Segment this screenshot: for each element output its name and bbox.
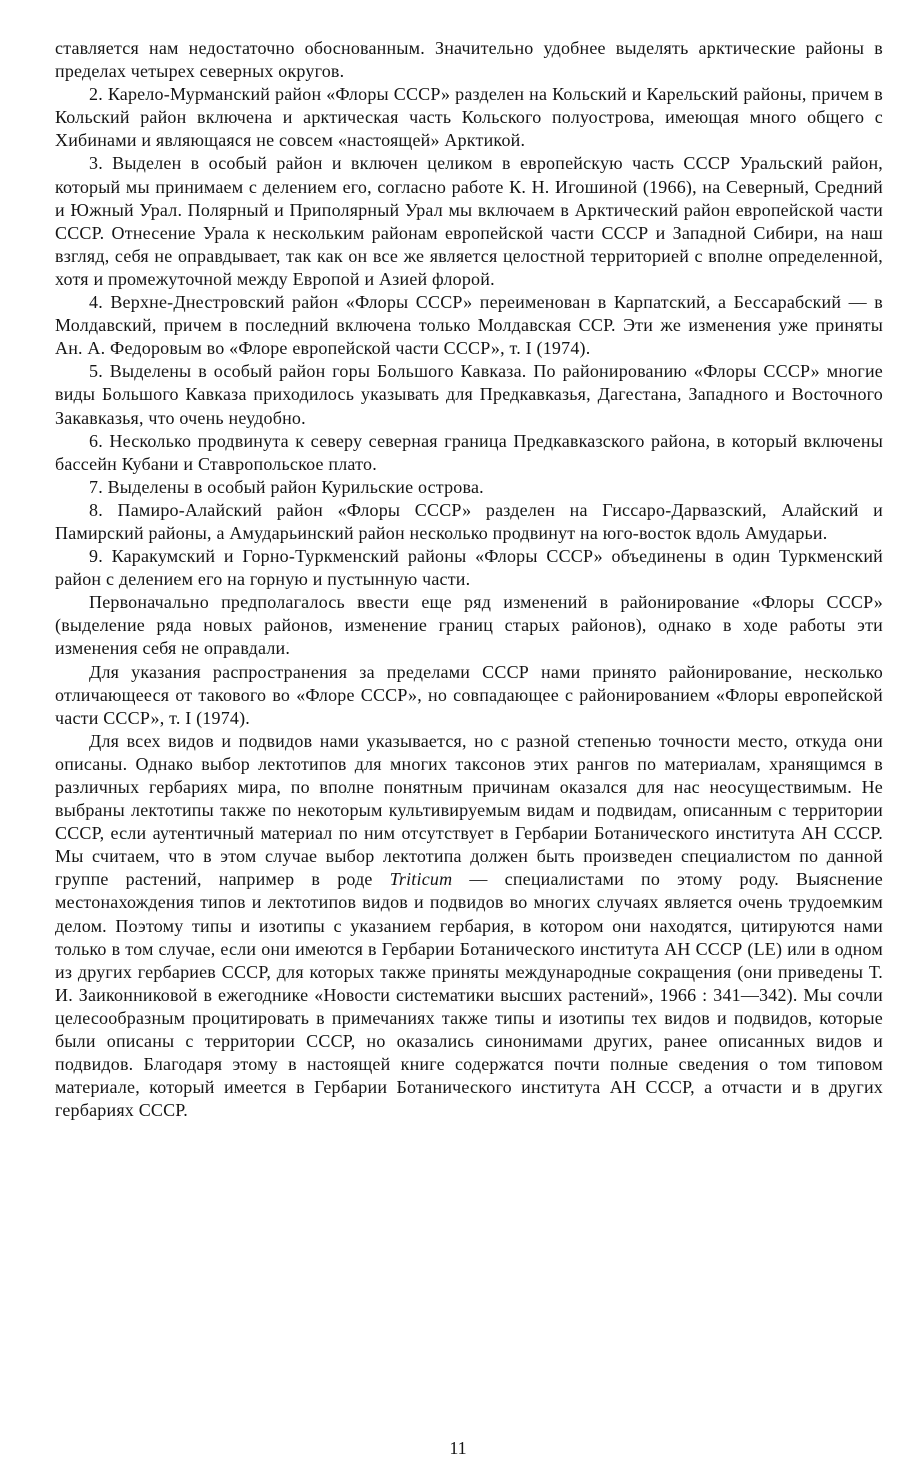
- page-body: [55, 37, 883, 1122]
- paragraph-text-part-1: Для всех видов и подвидов нами указывается, но с разной степенью точности место, откуда они описаны. Однако выбор лектотипов для многих таксонов этих рангов по материалам, хранящимся в различных гербариях мира, по вполне понятным причинам оказался для нас неосуществимым. Не выбраны лектотипы также по некоторым культивируемым видам и подвидам, описанным с территории СССР, если аутентичный материал по ним отсутствует в Гербарии Ботанического института АН СССР. Мы считаем, что в этом случае выбор лектотипа должен быть произведен специалистом по данной группе растений, например в роде: [55, 730, 883, 890]
- paragraph-outside-ussr: Для указания распространения за пределами СССР нами принято районирование, несколько отличающееся от такового во «Флоре СССР», но совпадающее с районированием «Флоры европейской части СССР», т. I (1974).: [55, 661, 883, 728]
- paragraph-text-part-2: — специалистами по этому роду. Выяснение местонахождения типов и лектотипов видов и подвидов во многих случаях является очень трудоемким делом. Поэтому типы и изотипы с указанием гербария, в котором они находятся, цитируются нами только в том случае, если они имеются в Гербарии Ботанического института АН СССР (LE) или в одном из других гербариев СССР, для которых также приняты международные сокращения (они приведены Т. И. Заиконниковой в ежегоднике «Новости систематики высших растений», 1966 : 341—342). Мы сочли целесообразным процитировать в примечаниях также типы и изотипы тех видов и подвидов, которые были описаны с территории СССР, но оказались синонимами других, ранее описанных видов и подвидов. Благодаря этому в настоящей книге содержатся почти полные сведения о том типовом материале, который имеется в Гербарии Ботанического института АН СССР, а отчасти и в других гербариях СССР.: [55, 869, 883, 1121]
- paragraph-item-9: 9. Каракумский и Горно-Туркменский районы «Флоры СССР» объединены в один Туркменский район с делением его на горную и пустынную части.: [55, 546, 883, 590]
- paragraph-types-lectotypes: [55, 730, 883, 1123]
- paragraph-item-7: 7. Выделены в особый район Курильские острова.: [89, 476, 484, 497]
- paragraph-continuation: ставляется нам недостаточно обоснованным. Значительно удобнее выделять арктические районы в пределах четырех северных округов.: [55, 38, 883, 82]
- genus-name-italic: Triticum: [389, 869, 453, 890]
- page-number: 11: [449, 1438, 467, 1458]
- paragraph-item-6: 6. Несколько продвинута к северу северная граница Предкавказского района, в который включены бассейн Кубани и Ставропольское плато.: [55, 430, 883, 474]
- paragraph-item-3: 3. Выделен в особый район и включен целиком в европейскую часть СССР Уральский район, который мы принимаем с делением его, согласно работе К. Н. Игошиной (1966), на Северный, Средний и Южный Урал. Полярный и Приполярный Урал мы включаем в Арктический район европейской части СССР. Отнесение Урала к нескольким районам европейской части СССР и Западной Сибири, на наш взгляд, себя не оправдывает, так как он все же является целостной территорией с вполне определенной, хотя и промежуточной между Европой и Азией флорой.: [55, 153, 883, 289]
- paragraph-item-2: 2. Карело-Мурманский район «Флоры СССР» разделен на Кольский и Карельский районы, причем в Кольский район включена и арктическая часть Кольского полуострова, имеющая много общего с Хибинами и являющаяся не совсем «настоящей» Арктикой.: [55, 84, 883, 151]
- paragraph-planned-changes: Первоначально предполагалось ввести еще ряд изменений в районирование «Флоры СССР» (выделение ряда новых районов, изменение границ старых районов), однако в ходе работы эти изменения себя не оправдали.: [55, 592, 883, 659]
- paragraph-item-5: 5. Выделены в особый район горы Большого Кавказа. По районированию «Флоры СССР» многие виды Большого Кавказа приходилось указывать для Предкавказья, Дагестана, Западного и Восточного Закавказья, что очень неудобно.: [55, 361, 883, 428]
- paragraph-item-4: 4. Верхне-Днестровский район «Флоры СССР» переименован в Карпатский, а Бессарабский — в Молдавский, причем в последний включена только Молдавская ССР. Эти же изменения уже приняты Ан. А. Федоровым во «Флоре европейской части СССР», т. I (1974).: [55, 292, 883, 359]
- paragraph-item-8: 8. Памиро-Алайский район «Флоры СССР» разделен на Гиссаро-Дарвазский, Алайский и Памирский районы, а Амударьинский район несколько продвинут на юго-восток вдоль Амударьи.: [55, 499, 883, 543]
